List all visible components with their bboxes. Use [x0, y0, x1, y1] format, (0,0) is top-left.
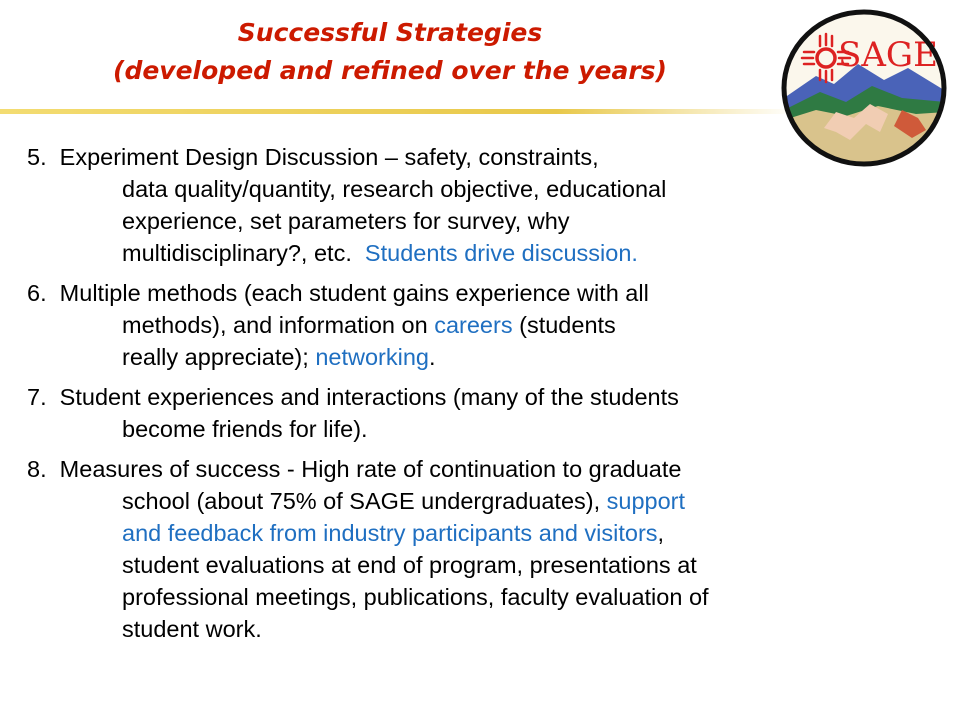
item-number: 5.: [27, 144, 47, 170]
item-text: Student experiences and interactions (many of the students: [59, 384, 679, 410]
title-line-2: (developed and refined over the years): [113, 56, 667, 85]
item-text: .: [428, 344, 436, 370]
item-text: professional meetings, publications, faculty evaluation of: [122, 584, 709, 610]
item-text: really appreciate);: [122, 344, 309, 370]
item-text: become friends for life).: [122, 416, 368, 442]
list-item: [27, 277, 932, 373]
highlight-text: networking: [315, 344, 429, 370]
highlight-text: careers: [434, 312, 513, 338]
logo-text: SAGE: [838, 35, 938, 75]
item-text: school (about 75% of SAGE undergraduates),: [122, 488, 601, 514]
highlight-text: and feedback from industry participants and visitors: [122, 520, 658, 546]
item-text: Multiple methods (each student gains experience with all: [59, 280, 649, 306]
item-text: methods), and information on: [122, 312, 428, 338]
item-text: (students: [519, 312, 616, 338]
item-number: 6.: [27, 280, 47, 306]
item-text: Measures of success - High rate of continuation to graduate: [59, 456, 682, 482]
highlight-text: Students drive discussion.: [364, 240, 638, 266]
item-text: multidisciplinary?, etc.: [122, 240, 352, 266]
item-text: data quality/quantity, research objective, educational: [122, 176, 667, 202]
list-item: [27, 381, 932, 445]
list-item: [27, 141, 932, 269]
item-number: 8.: [27, 456, 47, 482]
item-text: student evaluations at end of program, presentations at: [122, 552, 697, 578]
slide-title: [0, 14, 780, 90]
title-underline: [0, 109, 795, 114]
item-text: Experiment Design Discussion – safety, constraints,: [59, 144, 599, 170]
list-item: [27, 453, 932, 645]
item-text: student work.: [122, 616, 262, 642]
item-text: experience, set parameters for survey, why: [122, 208, 570, 234]
item-number: 7.: [27, 384, 47, 410]
highlight-text: support: [606, 488, 686, 514]
item-text: ,: [657, 520, 665, 546]
title-line-1: Successful Strategies: [237, 18, 543, 47]
strategy-list: [27, 141, 932, 653]
